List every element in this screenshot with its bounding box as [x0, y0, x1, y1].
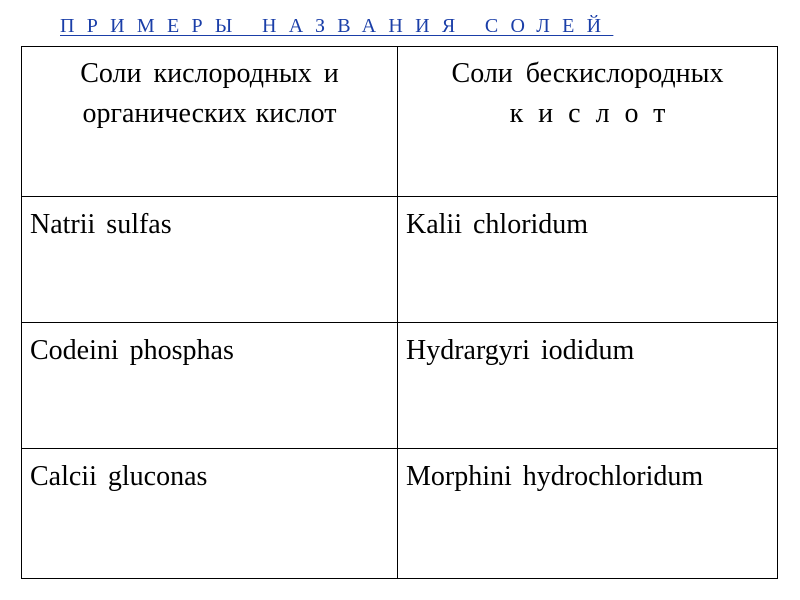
header-line: Соли кислородных и: [80, 58, 339, 89]
salt-name: Calcii gluconas: [30, 461, 208, 492]
table-row: [22, 197, 778, 323]
salt-name: Codeini phosphas: [30, 335, 234, 366]
table-header-row: [22, 47, 778, 197]
salt-name: Hydrargyri iodidum: [406, 335, 635, 366]
header-line: органических кислот: [82, 98, 337, 129]
header-line: Соли бескислородных: [451, 58, 724, 89]
table-row: [22, 323, 778, 449]
table-cell: [22, 323, 398, 449]
table-cell: [22, 449, 398, 579]
salts-examples-table: [21, 46, 778, 579]
salt-name: Natrii sulfas: [30, 209, 172, 240]
salt-name: Kalii chloridum: [406, 209, 589, 240]
table-cell: [22, 197, 398, 323]
table-row: [22, 449, 778, 579]
header-line: кислот: [509, 98, 681, 129]
header-oxygen-free-acids-salts: [398, 47, 778, 197]
table-cell: [398, 323, 778, 449]
slide-title: ПРИМЕРЫ НАЗВАНИЯ СОЛЕЙ: [60, 15, 614, 37]
salt-name: Morphini hydrochloridum: [406, 461, 704, 492]
table-cell: [398, 197, 778, 323]
table-cell: [398, 449, 778, 579]
header-oxygen-organic-acids-salts: [22, 47, 398, 197]
